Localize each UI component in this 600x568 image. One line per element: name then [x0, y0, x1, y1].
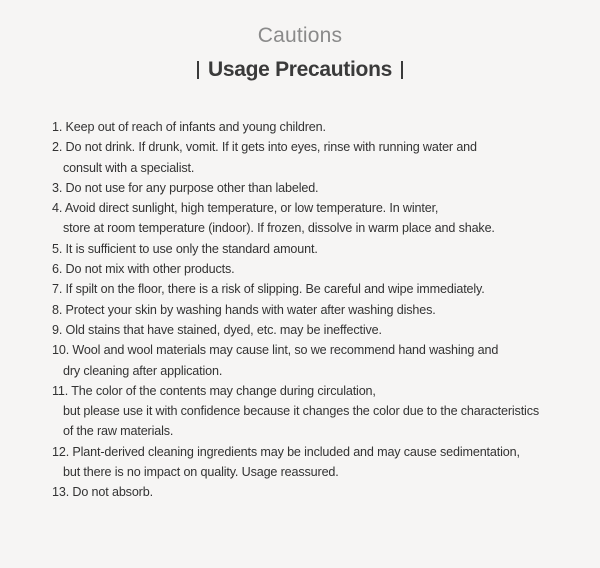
precaution-item [52, 442, 592, 483]
precaution-continuation-line: but please use it with confidence because it changes the color due to the characteristics [63, 404, 539, 419]
precaution-line: 7. If spilt on the floor, there is a risk of slipping. Be careful and wipe immediately. [52, 282, 485, 297]
precaution-item [52, 381, 592, 442]
precaution-item [52, 320, 592, 340]
precaution-continuation-line: consult with a specialist. [63, 160, 195, 175]
precaution-item [52, 117, 592, 137]
precaution-line: 12. Plant-derived cleaning ingredients may be included and may cause sedimentation, [52, 444, 520, 459]
title-right-bar [401, 61, 403, 79]
title-left-bar [197, 61, 199, 79]
precaution-line: 10. Wool and wool materials may cause lint, so we recommend hand washing and [52, 343, 499, 358]
precaution-item [52, 482, 592, 502]
precaution-item [52, 279, 592, 299]
precaution-line: 3. Do not use for any purpose other than labeled. [52, 180, 319, 195]
precaution-list [52, 117, 592, 503]
precaution-line: 1. Keep out of reach of infants and young children. [52, 120, 326, 134]
precaution-line: 9. Old stains that have stained, dyed, etc. may be ineffective. [52, 322, 382, 337]
precaution-item [52, 300, 592, 320]
precaution-item [52, 178, 592, 198]
page-title: Usage Precautions [208, 58, 392, 81]
precaution-line: 8. Protect your skin by washing hands with water after washing dishes. [52, 302, 436, 317]
precaution-line: 5. It is sufficient to use only the standard amount. [52, 241, 318, 256]
precaution-line: 6. Do not mix with other products. [52, 262, 235, 277]
precaution-item [52, 137, 592, 178]
precaution-continuation-line: but there is no impact on quality. Usage reassured. [63, 465, 339, 480]
precaution-item [52, 198, 592, 239]
title-row [0, 58, 600, 82]
precaution-line: 11. The color of the contents may change during circulation, [52, 383, 376, 398]
precaution-continuation-line: dry cleaning after application. [63, 363, 223, 378]
precaution-item [52, 259, 592, 279]
section-subtitle: Cautions [257, 24, 343, 47]
precaution-item [52, 239, 592, 259]
precaution-line: 2. Do not drink. If drunk, vomit. If it gets into eyes, rinse with running water and [52, 140, 477, 155]
precaution-line: 4. Avoid direct sunlight, high temperature, or low temperature. In winter, [52, 201, 439, 216]
precaution-line: 13. Do not absorb. [52, 485, 153, 500]
precaution-continuation-line: of the raw materials. [63, 424, 174, 439]
precaution-item [52, 340, 592, 381]
precaution-continuation-line: store at room temperature (indoor). If frozen, dissolve in warm place and shake. [63, 221, 495, 236]
